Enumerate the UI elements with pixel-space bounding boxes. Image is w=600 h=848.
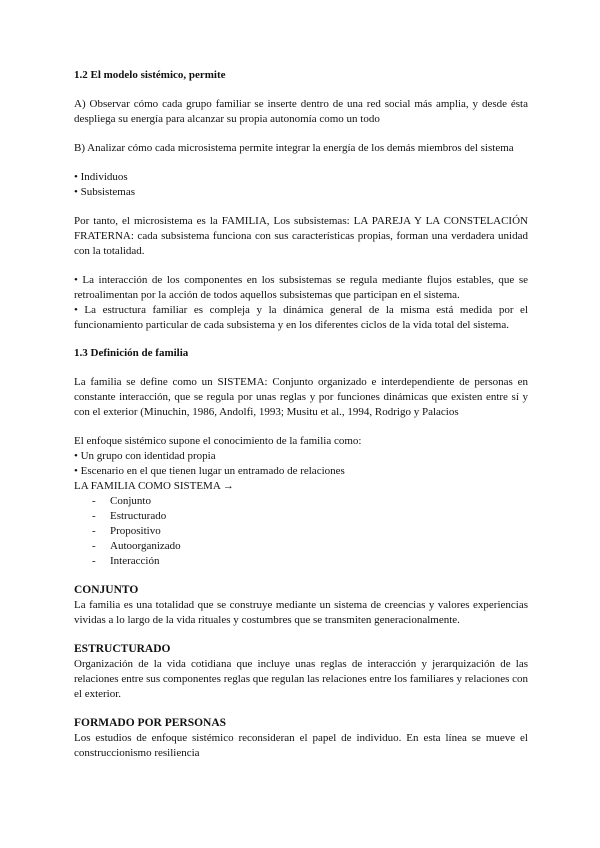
- list-item: [92, 554, 528, 569]
- paragraph-estructura: • La estructura familiar es compleja y la dinámica general de la misma está medida por el funcionamiento particular de cada subsistema y en los diferentes ciclos de la vida total del sistema.: [74, 304, 528, 331]
- bullet-escenario: • Escenario en el que tienen lugar un entramado de relaciones: [74, 465, 345, 477]
- paragraph-interaccion: • La interacción de los componentes en los subsistemas se regula mediante flujos estables, que se retroalimentan por la acción de todos aquellos subsistemas que participan en el sistema.: [74, 274, 528, 301]
- paragraph-a: A) Observar cómo cada grupo familiar se inserte dentro de una red social más amplia, y desde ésta despliega su energía para alcanzar su propia autonomía como un todo: [74, 98, 528, 125]
- dash-marker: -: [92, 510, 96, 522]
- dash-marker: -: [92, 495, 96, 507]
- paragraph-conjunto: La familia es una totalidad que se construye mediante un sistema de creencias y valores experiencias vividas a lo largo de la vida rituales y costumbres que se transmiten generacionalmente.: [74, 599, 528, 626]
- bullet-identidad: • Un grupo con identidad propia: [74, 450, 216, 462]
- list-item: [92, 539, 528, 554]
- list-item: [92, 524, 528, 539]
- heading-formado-por-personas: FORMADO POR PERSONAS: [74, 717, 227, 729]
- dash-marker: -: [92, 525, 96, 537]
- paragraph-formado: Los estudios de enfoque sistémico reconsideran el papel de individuo. En esta línea se mueve el construccionismo resiliencia: [74, 732, 528, 759]
- paragraph-estructurado: Organización de la vida cotidiana que incluye unas reglas de interacción y jerarquización de las relaciones entre sus componentes reglas que regulan las relaciones entre los familiares y relaciones con el exterior.: [74, 658, 528, 700]
- paragraph-b: B) Analizar cómo cada microsistema permite integrar la energía de los demás miembros del sistema: [74, 142, 514, 154]
- list-item-label: Interacción: [110, 555, 160, 567]
- paragraph-enfoque: El enfoque sistémico supone el conocimiento de la familia como:: [74, 435, 362, 447]
- section-heading-1-3: 1.3 Definición de familia: [74, 347, 189, 359]
- heading-conjunto: CONJUNTO: [74, 584, 139, 596]
- list-item-label: Conjunto: [110, 495, 151, 507]
- list-item: [92, 494, 528, 509]
- section-heading-1-2: 1.2 El modelo sistémico, permite: [74, 69, 226, 81]
- bullet-subsistemas: • Subsistemas: [74, 186, 135, 198]
- heading-estructurado: ESTRUCTURADO: [74, 643, 171, 655]
- list-item: [92, 509, 528, 524]
- list-item-label: Propositivo: [110, 525, 161, 537]
- paragraph-microsistema: Por tanto, el microsistema es la FAMILIA, Los subsistemas: LA PAREJA Y LA CONSTELACIÓN FRATERNA: cada subsistema funciona con sus características propias, forman una verdadera unidad con la totalidad.: [74, 215, 528, 257]
- list-item-label: Autoorganizado: [110, 540, 181, 552]
- document-page: [74, 68, 528, 761]
- dash-marker: -: [92, 540, 96, 552]
- familia-como-sistema: LA FAMILIA COMO SISTEMA →: [74, 480, 234, 492]
- bullet-individuos: • Individuos: [74, 171, 128, 183]
- list-item-label: Estructurado: [110, 510, 167, 522]
- dash-marker: -: [92, 555, 96, 567]
- paragraph-definicion: La familia se define como un SISTEMA: Conjunto organizado e interdependiente de personas en constante interacción, que se regula por unas reglas y por funciones dinámicas que existen entre sí y con el exterior (Minuchin, 1986, Andolfi, 1993; Musitu et al., 1994, Rodrigo y Palacios: [74, 376, 528, 418]
